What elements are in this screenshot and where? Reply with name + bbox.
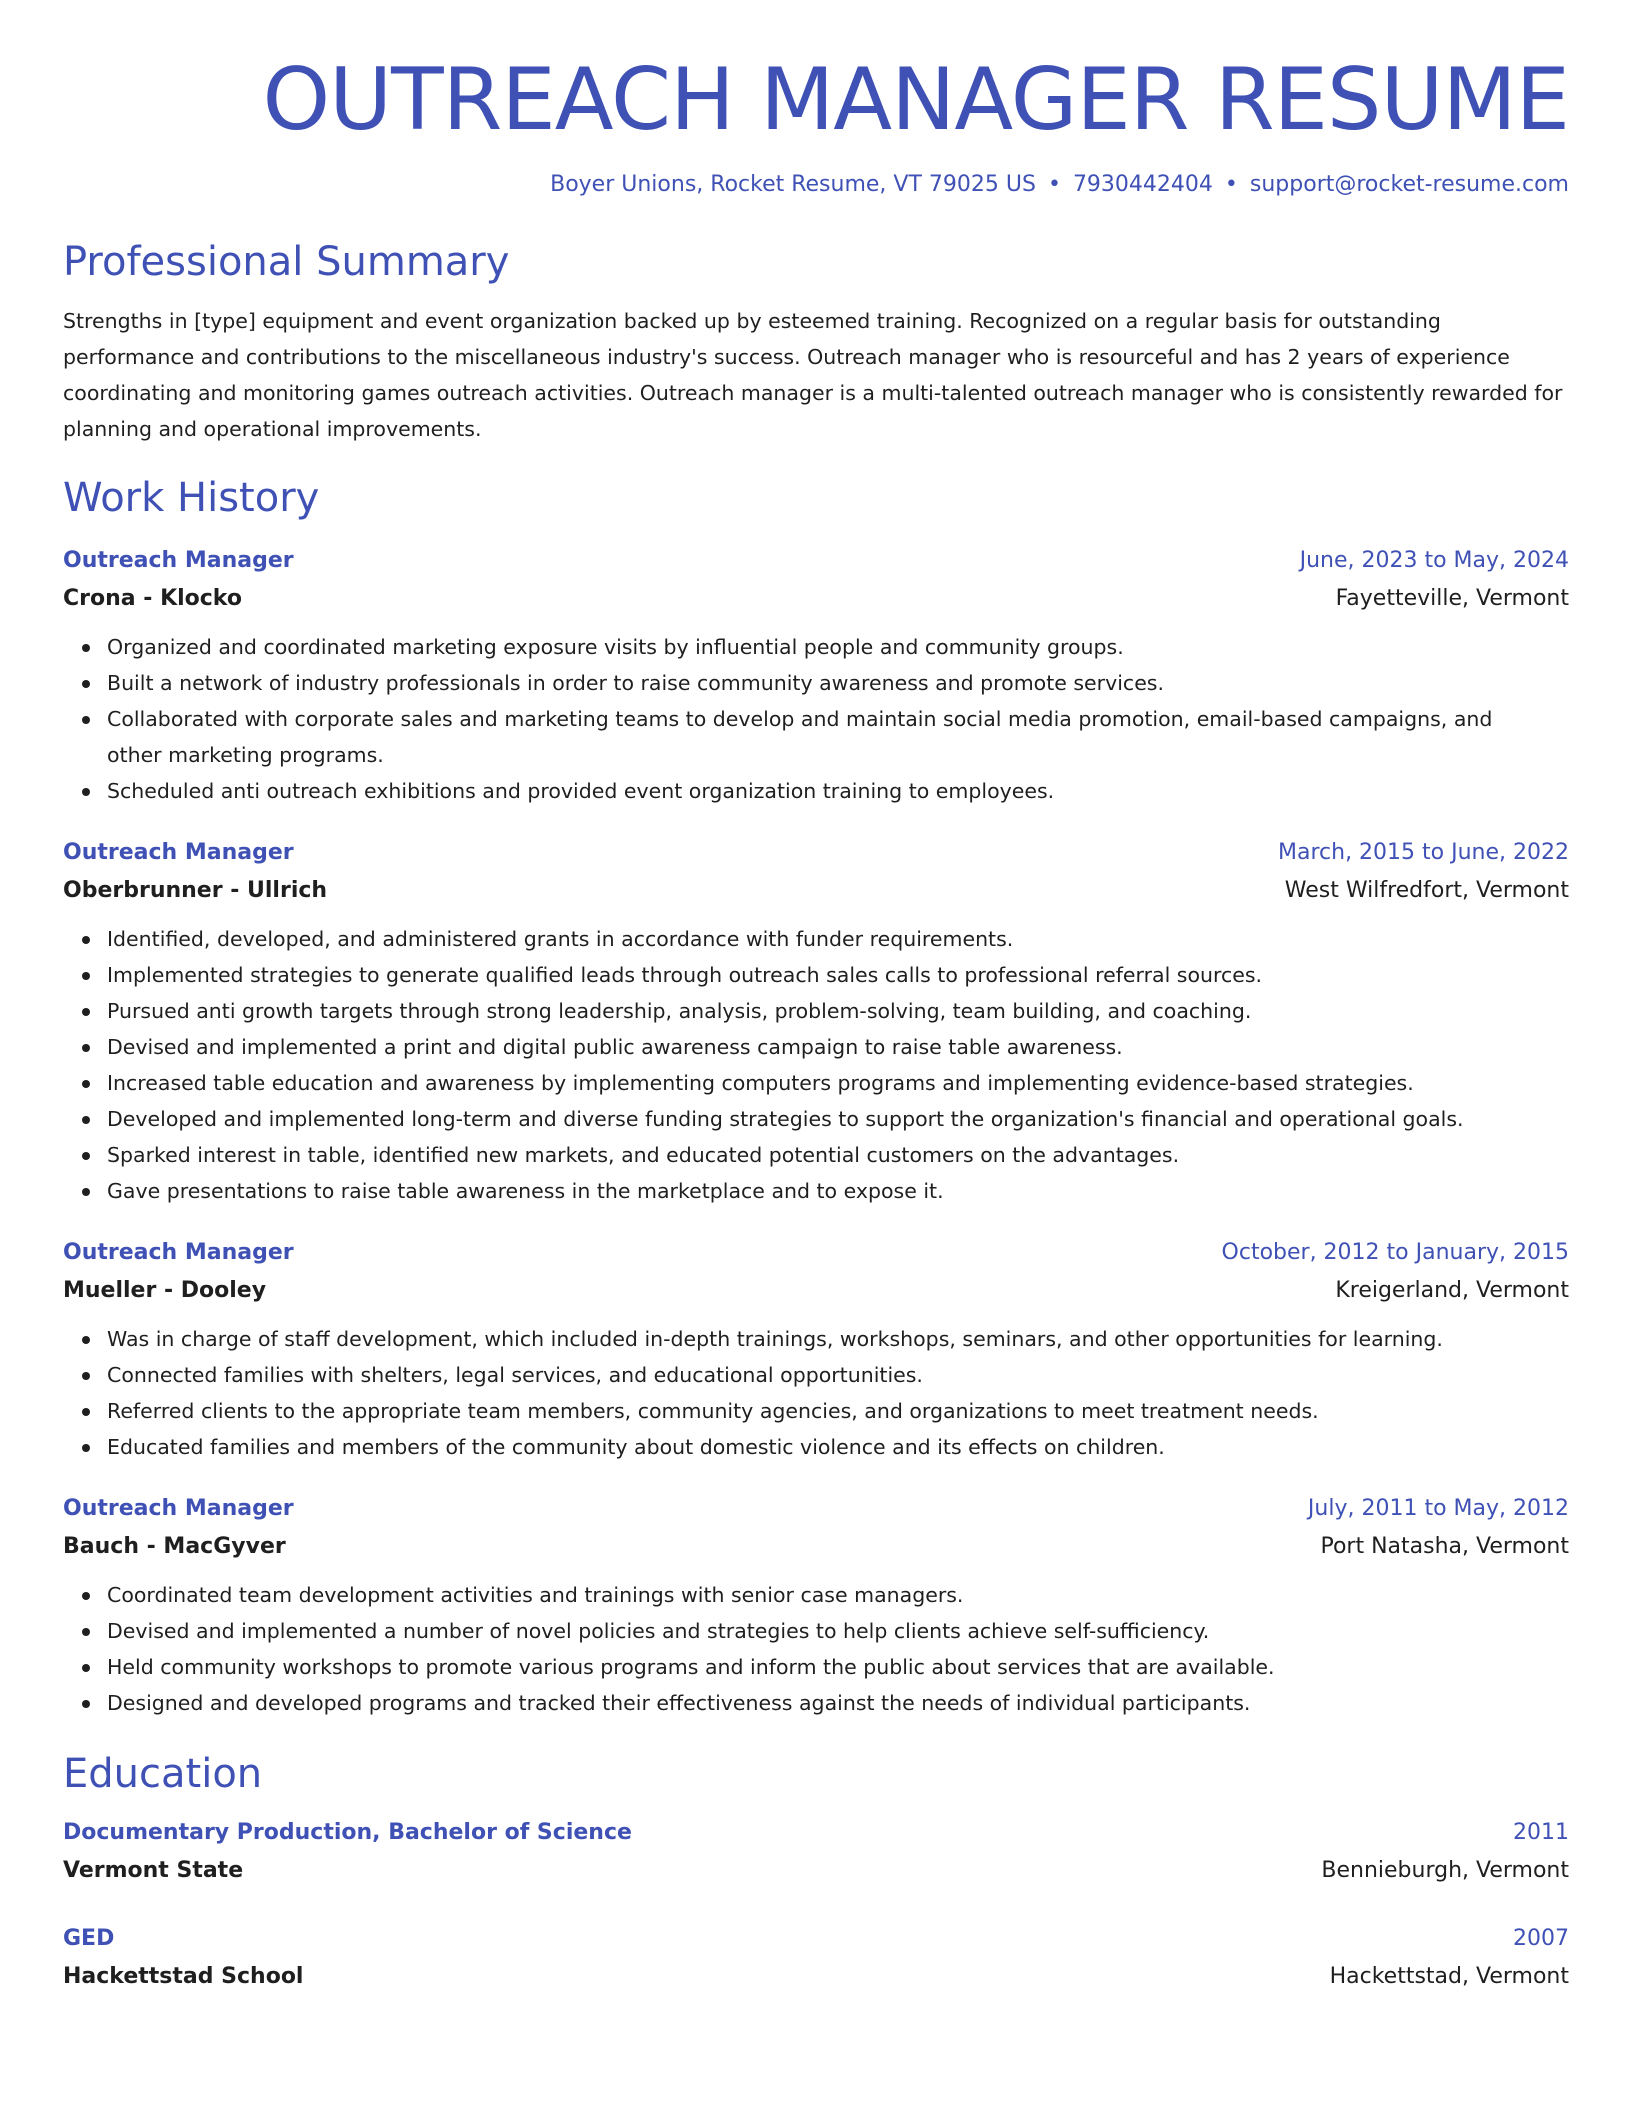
- education-location: Bennieburgh, Vermont: [1321, 1858, 1569, 1883]
- job-bullet: Implemented strategies to generate qualified leads through outreach sales calls to professional referral sources.: [107, 957, 1569, 993]
- contact-separator: •: [1224, 172, 1238, 197]
- education-degree: Documentary Production, Bachelor of Science: [63, 1820, 632, 1845]
- job-bullet: Gave presentations to raise table awareness in the marketplace and to expose it.: [107, 1173, 1569, 1209]
- job-bullet: Coordinated team development activities and trainings with senior case managers.: [107, 1577, 1569, 1613]
- contact-line: [63, 170, 1569, 200]
- education-degree-row: [63, 1921, 1569, 1957]
- job-bullet: Pursued anti growth targets through strong leadership, analysis, problem-solving, team building, and coaching.: [107, 993, 1569, 1029]
- job-header: [63, 1235, 1569, 1311]
- job-header: [63, 543, 1569, 619]
- education-location: Hackettstad, Vermont: [1329, 1964, 1569, 1989]
- job-location: Kreigerland, Vermont: [1335, 1278, 1569, 1303]
- job-location: Port Natasha, Vermont: [1320, 1534, 1569, 1559]
- job-entry: [63, 543, 1569, 809]
- job-bullet: Devised and implemented a print and digital public awareness campaign to raise table awareness.: [107, 1029, 1569, 1065]
- summary-heading: Professional Summary: [63, 239, 510, 285]
- work-history-list: [63, 543, 1569, 1721]
- job-employer: Mueller - Dooley: [63, 1278, 267, 1303]
- job-entry: [63, 835, 1569, 1209]
- job-employer-row: [63, 579, 1569, 619]
- job-header: [63, 835, 1569, 911]
- job-bullet-list: [63, 629, 1569, 809]
- education-list: [63, 1815, 1569, 1997]
- job-title-row: [63, 1235, 1569, 1271]
- job-bullet: Developed and implemented long-term and diverse funding strategies to support the organization's financial and operational goals.: [107, 1101, 1569, 1137]
- job-bullet-list: [63, 1577, 1569, 1721]
- job-employer: Crona - Klocko: [63, 586, 242, 611]
- education-degree: GED: [63, 1926, 115, 1951]
- job-bullet: Designed and developed programs and tracked their effectiveness against the needs of individual participants.: [107, 1685, 1569, 1721]
- job-role: Outreach Manager: [63, 548, 294, 573]
- job-employer-row: [63, 1271, 1569, 1311]
- education-school: Vermont State: [63, 1858, 244, 1883]
- job-bullet: Collaborated with corporate sales and marketing teams to develop and maintain social media promotion, email-based campaigns, and other marketing programs.: [107, 701, 1569, 773]
- job-role: Outreach Manager: [63, 1240, 294, 1265]
- job-header: [63, 1491, 1569, 1567]
- job-bullet: Referred clients to the appropriate team members, community agencies, and organizations to meet treatment needs.: [107, 1393, 1569, 1429]
- contact-email[interactable]: support@rocket-resume.com: [1249, 172, 1569, 197]
- job-bullet: Was in charge of staff development, which included in-depth trainings, workshops, seminars, and other opportunities for learning.: [107, 1321, 1569, 1357]
- job-bullet: Scheduled anti outreach exhibitions and provided event organization training to employees.: [107, 773, 1569, 809]
- job-bullet: Organized and coordinated marketing exposure visits by influential people and community groups.: [107, 629, 1569, 665]
- education-entry: [63, 1815, 1569, 1891]
- job-employer: Bauch - MacGyver: [63, 1534, 286, 1559]
- job-bullet: Held community workshops to promote various programs and inform the public about services that are available.: [107, 1649, 1569, 1685]
- job-bullet-list: [63, 1321, 1569, 1465]
- contact-address: Boyer Unions, Rocket Resume, VT 79025 US: [550, 172, 1036, 197]
- job-bullet: Built a network of industry professionals in order to raise community awareness and promote services.: [107, 665, 1569, 701]
- education-year: 2007: [1513, 1926, 1569, 1951]
- job-location: Fayetteville, Vermont: [1335, 586, 1569, 611]
- job-location: West Wilfredfort, Vermont: [1284, 878, 1569, 903]
- contact-separator: •: [1047, 172, 1061, 197]
- job-role: Outreach Manager: [63, 1496, 294, 1521]
- job-dates: March, 2015 to June, 2022: [1278, 840, 1569, 865]
- job-bullet: Educated families and members of the community about domestic violence and its effects on children.: [107, 1429, 1569, 1465]
- summary-text: Strengths in [type] equipment and event organization backed up by esteemed training. Recognized on a regular basis for outstanding performance and contributions to the miscellaneous industry's success. Outreach manager who is resourceful and has 2 years of experience coordinating and monitoring games outreach activities. Outreach manager is a multi-talented outreach manager who is consistently rewarded for planning and operational improvements.: [63, 309, 1563, 441]
- education-heading: Education: [63, 1751, 263, 1797]
- job-dates: July, 2011 to May, 2012: [1307, 1496, 1569, 1521]
- job-bullet-list: [63, 921, 1569, 1209]
- job-bullet: Identified, developed, and administered grants in accordance with funder requirements.: [107, 921, 1569, 957]
- resume-title: OUTREACH MANAGER RESUME: [262, 50, 1569, 150]
- job-bullet: Sparked interest in table, identified new markets, and educated potential customers on the advantages.: [107, 1137, 1569, 1173]
- work-history-heading: Work History: [63, 475, 320, 521]
- job-employer-row: [63, 1527, 1569, 1567]
- contact-phone: 7930442404: [1072, 172, 1213, 197]
- job-role: Outreach Manager: [63, 840, 294, 865]
- job-entry: [63, 1491, 1569, 1721]
- job-bullet: Devised and implemented a number of novel policies and strategies to help clients achieve self-sufficiency.: [107, 1613, 1569, 1649]
- job-title-row: [63, 543, 1569, 579]
- education-year: 2011: [1513, 1820, 1569, 1845]
- job-title-row: [63, 835, 1569, 871]
- education-entry: [63, 1921, 1569, 1997]
- education-school: Hackettstad School: [63, 1964, 304, 1989]
- job-bullet: Increased table education and awareness by implementing computers programs and implementing evidence-based strategies.: [107, 1065, 1569, 1101]
- resume-header: [63, 52, 1569, 200]
- job-employer: Oberbrunner - Ullrich: [63, 878, 328, 903]
- education-school-row: [63, 1851, 1569, 1891]
- job-dates: June, 2023 to May, 2024: [1299, 548, 1569, 573]
- job-bullet: Connected families with shelters, legal services, and educational opportunities.: [107, 1357, 1569, 1393]
- job-title-row: [63, 1491, 1569, 1527]
- job-employer-row: [63, 871, 1569, 911]
- education-school-row: [63, 1957, 1569, 1997]
- job-entry: [63, 1235, 1569, 1465]
- education-degree-row: [63, 1815, 1569, 1851]
- job-dates: October, 2012 to January, 2015: [1221, 1240, 1569, 1265]
